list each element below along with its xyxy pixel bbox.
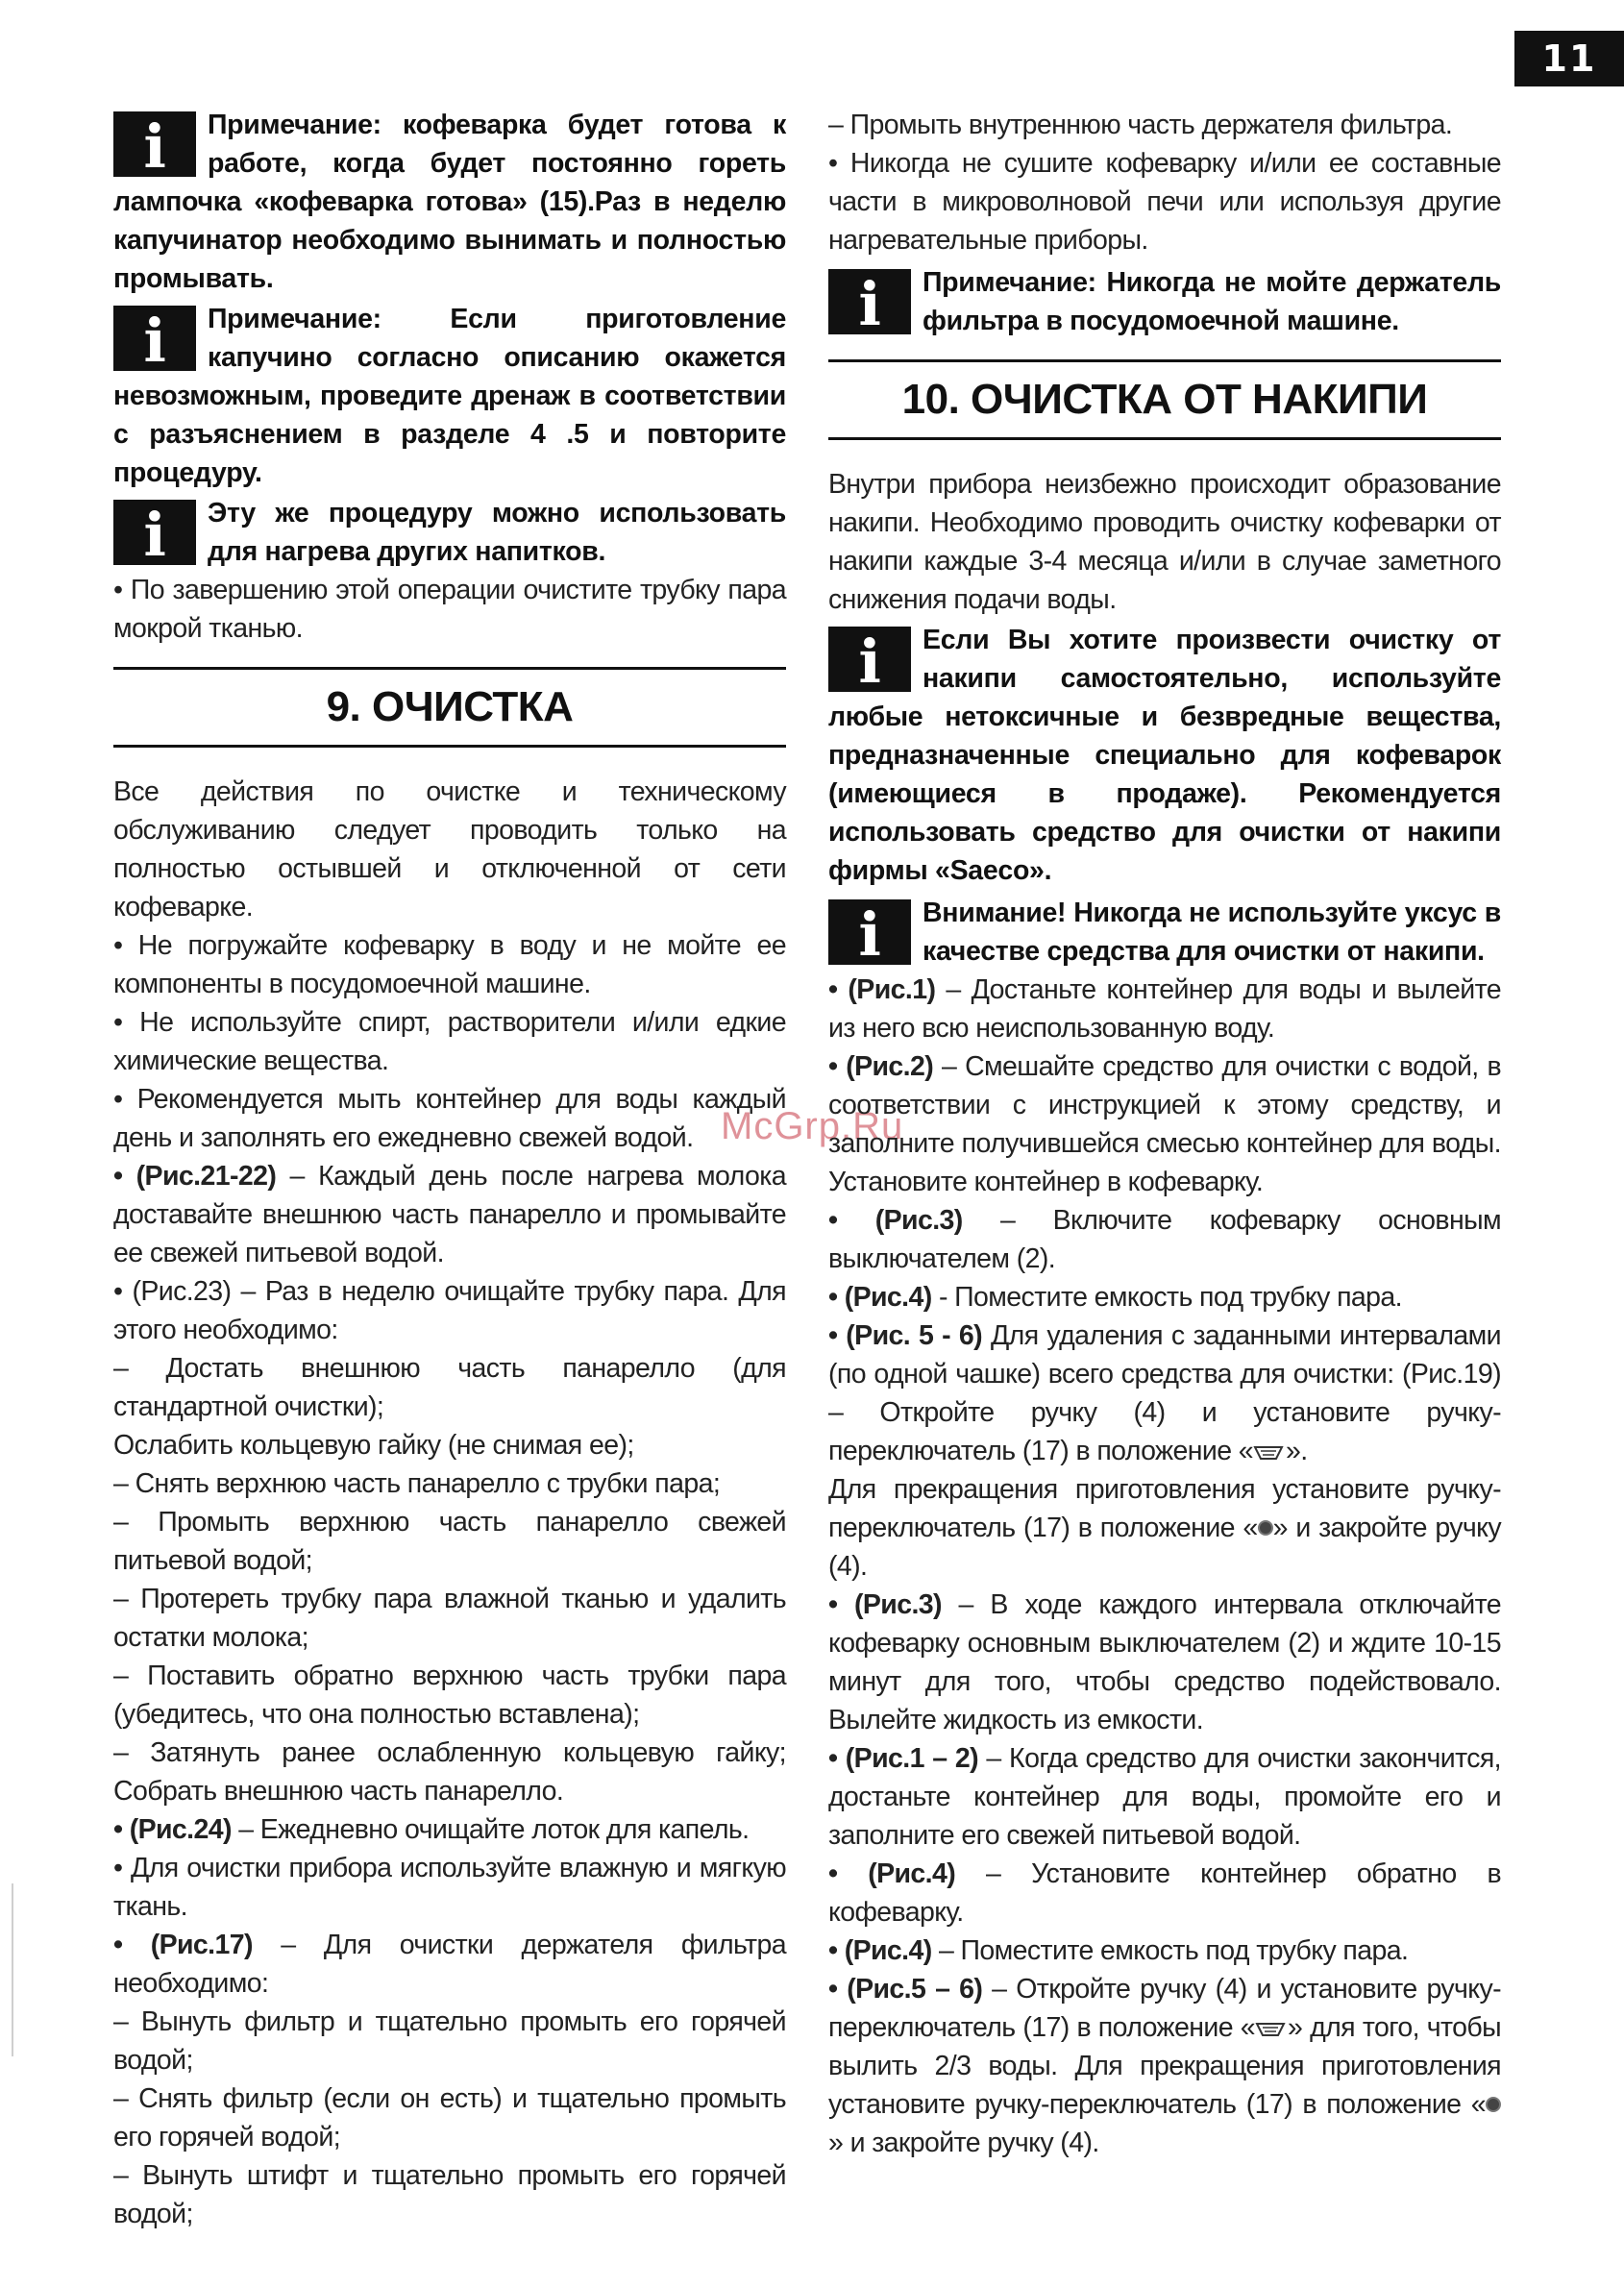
scan-edge-mark xyxy=(12,1883,13,2056)
paragraph: Ослабить кольцевую гайку (не снимая ее); xyxy=(113,1430,634,1461)
paragraph: • (Рис.4) - Поместите емкость под трубку пара. xyxy=(828,1282,1402,1313)
note-text: Эту же процедуру можно использовать для нагрева других напитков. xyxy=(208,498,786,567)
info-icon: i xyxy=(113,111,196,177)
note-text: Внимание! Никогда не используйте уксус в качестве средства для очистки от накипи. xyxy=(923,898,1501,967)
paragraph: • (Рис. 5 - 6) Для удаления с заданными интервалами (по одной чашке) всего средства для очистки: (Рис.19) – Откройте ручку (4) и установите ручку-переключатель (17) в положение « ». xyxy=(828,1320,1501,1466)
figure-ref: • (Рис. 5 - 6) xyxy=(828,1320,983,1351)
section-title-descaling: 10. ОЧИСТКА ОТ НАКИПИ xyxy=(828,359,1501,440)
figure-ref: • (Рис.3) xyxy=(828,1205,963,1236)
paragraph: • (Рис.4) – Поместите емкость под трубку пара. xyxy=(828,1935,1409,1966)
note-vinegar-warning xyxy=(828,894,1501,971)
note-text: Примечание: Никогда не мойте держатель фильтра в посудомоечной машине. xyxy=(923,267,1501,336)
figure-ref: • (Рис.2) xyxy=(828,1051,934,1082)
figure-ref: • (Рис.17) xyxy=(113,1930,253,1960)
watermark: McGrp.Ru xyxy=(721,1105,904,1147)
paragraph: – Снять верхнюю часть панарелло с трубки пара; xyxy=(113,1468,721,1499)
figure-ref: • (Рис.1) xyxy=(828,974,936,1005)
paragraph: • (Рис.17) – Для очистки держателя фильтра необходимо: xyxy=(113,1930,786,1999)
right-column xyxy=(828,106,1501,2162)
paragraph: • (Рис.1) – Достаньте контейнер для воды и вылейте из него всю неиспользованную воду. xyxy=(828,974,1501,1044)
info-icon: i xyxy=(828,899,911,965)
paragraph: • (Рис.1 – 2) – Когда средство для очистки закончится, достаньте контейнер для воды, промойте его и заполните его свежей питьевой водой. xyxy=(828,1743,1502,1851)
info-icon: i xyxy=(113,500,196,565)
paragraph: – Протереть трубку пара влажной тканью и удалить остатки молока; xyxy=(113,1584,786,1653)
paragraph: • Рекомендуется мыть контейнер для воды каждый день и заполнять его ежедневно свежей водой. xyxy=(113,1084,786,1153)
paragraph: Внутри прибора неизбежно происходит образование накипи. Необходимо проводить очистку кофеварки от накипи каждые 3-4 месяца и/или в случае заметного снижения подачи воды. xyxy=(828,469,1501,615)
note-text: Примечание: кофеварка будет готова к работе, когда будет постоянно гореть лампочка «кофеварка готова» (15).Раз в неделю капучинатор необходимо вынимать и полностью промывать. xyxy=(113,110,786,294)
steam-position-icon xyxy=(1253,1444,1286,1462)
note-text: Примечание: Если приготовление капучино согласно описанию окажется невозможным, проведите дренаж в соответствии с разъяснением в разделе 4 .5 и повторите процедуру. xyxy=(113,304,786,488)
paragraph: Все действия по очистке и техническому обслуживанию следует проводить только на полностью остывшей и отключенной от сети кофеварке. xyxy=(113,776,786,923)
paragraph: • (Рис.24) – Ежедневно очищайте лоток для капель. xyxy=(113,1814,750,1845)
paragraph: • (Рис.21-22) – Каждый день после нагрева молока доставайте внешнюю часть панарелло и промывайте ее свежей питьевой водой. xyxy=(113,1161,786,1268)
paragraph: • По завершению этой операции очистите трубку пара мокрой тканью. xyxy=(113,575,786,644)
note-coffee-ready xyxy=(113,106,786,298)
paragraph: – Промыть верхнюю часть панарелло свежей питьевой водой; xyxy=(113,1507,786,1576)
paragraph: • (Рис.3) – Включите кофеварку основным выключателем (2). xyxy=(828,1205,1501,1274)
note-text: Если Вы хотите произвести очистку от накипи самостоятельно, используйте любые нетоксичные и безвредные вещества, предназначенные специально для кофеварок (имеющиеся в продаже). Рекомендуется использовать средство для очистки от накипи фирмы «Saeco». xyxy=(828,625,1501,886)
figure-ref: • (Рис.1 – 2) xyxy=(828,1743,979,1774)
paragraph: Для прекращения приготовления установите ручку-переключатель (17) в положение « » и закройте ручку (4). xyxy=(828,1474,1502,1582)
paragraph: – Вынуть фильтр и тщательно промыть его горячей водой; xyxy=(113,2006,786,2076)
figure-ref: • (Рис.4) xyxy=(828,1282,932,1313)
paragraph: • (Рис.2) – Смешайте средство для очистки с водой, в соответствии с инструкцией к этому средству, и заполните получившейся смесью контейнер для воды. Установите контейнер в кофеварку. xyxy=(828,1051,1501,1197)
paragraph: – Поставить обратно верхнюю часть трубки пара (убедитесь, что она полностью вставлена); xyxy=(113,1661,786,1730)
info-icon: i xyxy=(828,269,911,334)
steam-position-icon xyxy=(1255,2021,1288,2038)
paragraph: • Не погружайте кофеварку в воду и не мойте ее компоненты в посудомоечной машине. xyxy=(113,930,786,999)
note-cappuccino xyxy=(113,300,786,492)
figure-ref: • (Рис.24) xyxy=(113,1814,232,1845)
neutral-position-icon xyxy=(1486,2097,1501,2112)
figure-ref: • (Рис.4) xyxy=(828,1935,932,1966)
figure-ref: • (Рис.5 – 6) xyxy=(828,1974,983,2005)
figure-ref: • (Рис.3) xyxy=(828,1589,942,1620)
figure-ref: • (Рис.21-22) xyxy=(113,1161,277,1192)
info-icon: i xyxy=(828,627,911,692)
note-filter-holder xyxy=(828,263,1501,340)
paragraph: • (Рис.23) – Раз в неделю очищайте трубку пара. Для этого необходимо: xyxy=(113,1276,786,1345)
paragraph: – Затянуть ранее ослабленную кольцевую гайку; Собрать внешнюю часть панарелло. xyxy=(113,1737,786,1807)
paragraph: • Никогда не сушите кофеварку и/или ее составные части в микроволновой печи или используя другие нагревательные приборы. xyxy=(828,148,1501,256)
left-column xyxy=(113,106,786,2233)
paragraph: • Не используйте спирт, растворители и/или едкие химические вещества. xyxy=(113,1007,786,1076)
paragraph: • (Рис.5 – 6) – Откройте ручку (4) и установите ручку-переключатель (17) в положение « » для того, чтобы вылить 2/3 воды. Для прекращения приготовления установите ручку-переключатель (17) в положение «» и закройте ручку (4). xyxy=(828,1974,1501,2158)
neutral-position-icon xyxy=(1258,1520,1273,1536)
page-number: 11 xyxy=(1514,31,1624,86)
paragraph: – Промыть внутреннюю часть держателя фильтра. xyxy=(828,110,1453,140)
paragraph: – Достать внешнюю часть панарелло (для стандартной очистки); xyxy=(113,1353,786,1422)
paragraph: • Для очистки прибора используйте влажную и мягкую ткань. xyxy=(113,1853,786,1922)
paragraph: • (Рис.4) – Установите контейнер обратно в кофеварку. xyxy=(828,1858,1501,1928)
paragraph: • (Рис.3) – В ходе каждого интервала отключайте кофеварку основным выключателем (2) и ждите 10-15 минут для того, чтобы средство подействовало. Вылейте жидкость из емкости. xyxy=(828,1589,1501,1735)
section-title-cleaning: 9. ОЧИСТКА xyxy=(113,667,786,748)
note-other-drinks xyxy=(113,494,786,571)
info-icon: i xyxy=(113,306,196,371)
figure-ref: • (Рис.4) xyxy=(828,1858,956,1889)
paragraph: – Вынуть штифт и тщательно промыть его горячей водой; xyxy=(113,2160,786,2229)
note-descaler xyxy=(828,621,1501,890)
paragraph: – Снять фильтр (если он есть) и тщательно промыть его горячей водой; xyxy=(113,2083,786,2153)
